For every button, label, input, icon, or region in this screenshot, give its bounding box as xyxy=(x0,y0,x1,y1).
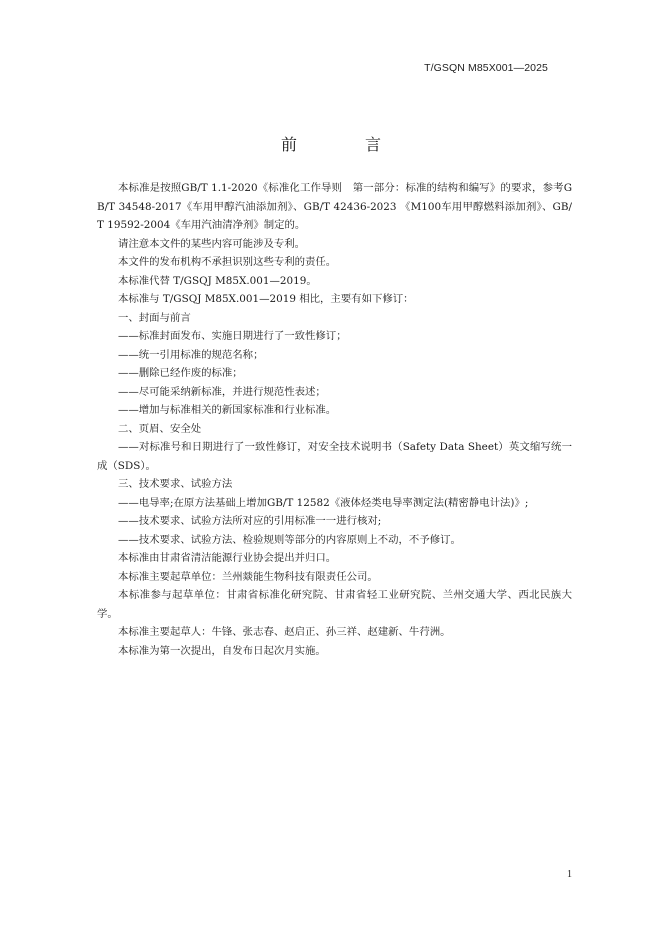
paragraph: 本标准代替 T/GSQJ M85X.001—2019。 xyxy=(118,274,317,287)
paragraph: 本标准主要起草单位：兰州燚能生物科技有限责任公司。 xyxy=(118,570,378,583)
revision-item: ——删除已经作废的标准； xyxy=(118,367,243,379)
paragraph: 本标准由甘肃省清洁能源行业协会提出并归口。 xyxy=(118,552,337,564)
paragraph: 本标准与 T/GSQJ M85X.001—2019 相比，主要有如下修订： xyxy=(118,293,414,305)
paragraph: 请注意本文件的某些内容可能涉及专利。 xyxy=(118,237,306,250)
page-number: 1 xyxy=(567,869,572,880)
paragraph: 本文件的发布机构不承担识别这些专利的责任。 xyxy=(118,256,337,268)
paragraph: 本标准主要起草人：牛锋、张志春、赵启正、孙三祥、赵建新、牛荇洲。 xyxy=(118,626,451,638)
page-title: 前 言 xyxy=(280,134,407,154)
revision-item: ——对标准号和日期进行了一致性修订，对安全技术说明书（Safety Data Sheet）英文缩写统一成（SDS）。 xyxy=(97,441,572,472)
revision-item: ——增加与标准相关的新国家标准和行业标准。 xyxy=(118,404,337,416)
revision-item: ——技术要求、试验方法所对应的引用标准一一进行核对; xyxy=(118,515,382,527)
foreword-body xyxy=(97,179,572,660)
paragraph: 本标准为第一次提出，自发布日起次月实施。 xyxy=(118,644,326,657)
section-heading: 二、页眉、安全处 xyxy=(118,422,202,435)
standard-code-header: T/GSQN M85X001—2025 xyxy=(424,62,548,74)
revision-item: ——统一引用标准的规范名称； xyxy=(118,348,264,361)
paragraph: 本标准是按照GB/T 1.1-2020《标准化工作导则 第一部分：标准的结构和编写》的要求，参考GB/T 34548-2017《车用甲醇汽油添加剂》、GB/T 42436-2023 《M100车用甲醇燃料添加剂》、GB/T 19592-2004《车用汽油清净剂》制定的。 xyxy=(97,182,572,231)
revision-item: ——尽可能采纳新标准，并进行规范性表述； xyxy=(118,385,326,398)
section-heading: 三、技术要求、试验方法 xyxy=(118,478,233,490)
revision-item: ——技术要求、试验方法、检验规则等部分的内容原则上不动，不予修订。 xyxy=(118,533,461,546)
revision-item: ——标准封面发布、实施日期进行了一致性修订； xyxy=(118,330,347,342)
revision-item: ——电导率;在原方法基础上增加GB/T 12582《液体烃类电导率测定法(精密静电计法)》; xyxy=(118,496,529,509)
paragraph: 本标准参与起草单位：甘肃省标准化研究院、甘肃省轻工业研究院、兰州交通大学、西北民族大学。 xyxy=(97,589,572,620)
section-heading: 一、封面与前言 xyxy=(118,311,191,324)
